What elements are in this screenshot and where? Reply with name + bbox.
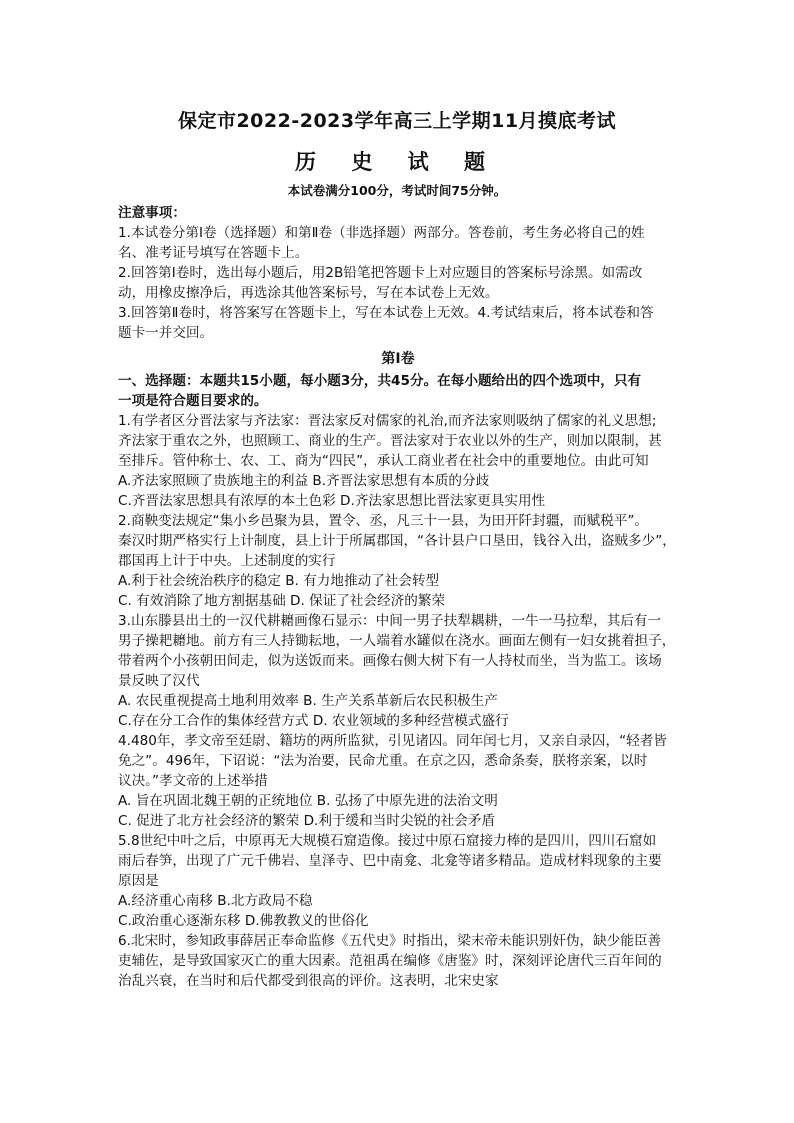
answer-options[interactable]: C. 促进了北方社会经济的繁荣 D.利于缓和当时尖锐的社会矛盾: [118, 813, 496, 829]
section-title: 第Ⅰ卷: [381, 351, 415, 367]
notice-line: 题卡一并交回。: [118, 325, 214, 341]
section-instruction: 一、选择题：本题共15小题，每小题3分，共45分。在每小题给出的四个选项中，只有: [118, 373, 642, 389]
notice-heading: 注意事项：: [118, 205, 186, 221]
question-stem-line: 1.有学者区分晋法家与齐法家：晋法家反对儒家的礼治,而齐法家则吸纳了儒家的礼义思想;: [118, 413, 657, 429]
notice-line: 3.回答第Ⅱ卷时，将答案写在答题卡上，写在本试卷上无效。4.考试结束后，将本试卷和答: [118, 305, 654, 321]
question-stem-line: 带着两个小孩朝田间走，似为送饭而来。画像右侧大树下有一人持杖而坐，当为监工。该场: [118, 653, 662, 669]
question-stem-line: 5.8世纪中叶之后，中原再无大规模石窟造像。接过中原石窟接力棒的是四川，四川石窟如: [118, 833, 657, 849]
question-1: [118, 411, 678, 511]
notice-line: 名、准考证号填写在答题卡上。: [118, 245, 309, 261]
answer-options[interactable]: C.政治重心逐渐东移 D.佛教教义的世俗化: [118, 913, 369, 929]
question-stem-line: 2.商鞅变法规定“集小乡邑聚为县，置令、丞，凡三十一县，为田开阡封疆，而赋税平”。: [118, 513, 649, 529]
section-instruction: 一项是符合题目要求的。: [118, 393, 268, 409]
answer-options[interactable]: A.齐法家照顾了贵族地主的利益 B.齐晋法家思想有本质的分歧: [118, 473, 490, 489]
answer-options[interactable]: C.存在分工合作的集体经营方式 D. 农业领域的多种经营模式盛行: [118, 713, 509, 729]
subject-title: 历 史 试 题: [295, 150, 499, 174]
question-stem-line: 至排斥。管仲称士、农、工、商为“四民”，承认工商业者在社会中的重要地位。由此可知: [118, 453, 649, 469]
answer-options[interactable]: A. 农民重视提高土地利用效率 B. 生产关系革新后农民积极生产: [118, 693, 498, 709]
question-stem-line: 景反映了汉代: [118, 673, 200, 689]
question-stem-line: 3.山东滕县出土的一汉代耕耱画像石显示：中间一男子扶犁耦耕，一牛一马拉犁，其后有一: [118, 613, 662, 629]
question-stem-line: 男子操耙耱地。前方有三人持锄耘地，一人端着水罐似在浇水。画面左侧有一妇女挑着担子，: [118, 633, 676, 649]
notice-list: [118, 223, 678, 343]
question-stem-line: 郡国再上计于中央。上述制度的实行: [118, 553, 336, 569]
exam-meta: 本试卷满分100分，考试时间75分钟。: [287, 183, 507, 198]
question-stem-line: 免之”。496年，下诏说：“法为治要，民命尤重。在京之囚，悉命条奏，朕将亲案，以时: [118, 753, 648, 769]
answer-options[interactable]: C.齐晋法家思想具有浓厚的本土色彩 D.齐法家思想比晋法家更具实用性: [118, 493, 546, 509]
question-4: [118, 731, 678, 831]
question-3: [118, 611, 678, 731]
notice-line: 1.本试卷分第Ⅰ卷（选择题）和第Ⅱ卷（非选择题）两部分。答卷前，考生务必将自己的姓: [118, 225, 645, 241]
question-5: [118, 831, 678, 931]
question-2: [118, 511, 678, 611]
question-stem-line: 雨后春笋，出现了广元千佛岩、皇泽寺、巴中南龛、北龛等诸多精品。造成材料现象的主要: [118, 853, 662, 869]
answer-options[interactable]: A.利于社会统治秩序的稳定 B. 有力地推动了社会转型: [118, 573, 440, 589]
notice-line: 2.回答第Ⅰ卷时，选出每小题后，用2B铅笔把答题卡上对应题目的答案标号涂黑。如需改: [118, 265, 643, 281]
notice-line: 动，用橡皮擦净后，再选涂其他答案标号，写在本试卷上无效。: [118, 285, 499, 301]
question-stem-line: 齐法家于重农之外，也照顾工、商业的生产。晋法家对于农业以外的生产，则加以限制，甚: [118, 433, 662, 449]
question-stem-line: 议决。”孝文帝的上述举措: [118, 773, 268, 789]
question-stem-line: 秦汉时期严格实行上计制度，县上计于所属郡国，“各计县户口垦田，钱谷入出，盗贼多少”，: [118, 533, 676, 549]
question-stem-line: 6.北宋时，参知政事薛居正奉命监修《五代史》时指出，梁末帝未能识别奸伪，缺少能臣善: [118, 933, 662, 949]
question-6: [118, 931, 678, 991]
answer-options[interactable]: A. 旨在巩固北魏王朝的正统地位 B. 弘扬了中原先进的法治文明: [118, 793, 498, 809]
answer-options[interactable]: C. 有效消除了地方割据基础 D. 保证了社会经济的繁荣: [118, 593, 446, 609]
question-stem-line: 吏辅佐，是导致国家灭亡的重大因素。范祖禹在编修《唐鉴》时，深刻评论唐代三百年间的: [118, 953, 662, 969]
answer-options[interactable]: A.经济重心南移 B.北方政局不稳: [118, 893, 313, 909]
exam-body: [118, 203, 678, 991]
question-stem-line: 治乱兴衰，在当时和后代都受到很高的评价。这表明，北宋史家: [118, 973, 499, 989]
exam-title: 保定市2022-2023学年高三上学期11月摸底考试: [177, 110, 617, 132]
question-stem-line: 4.480年，孝文帝至廷尉、籍坊的两所监狱，引见诸囚。同年闰七月，又亲自录囚，“轻者皆: [118, 733, 667, 749]
question-stem-line: 原因是: [118, 873, 159, 889]
